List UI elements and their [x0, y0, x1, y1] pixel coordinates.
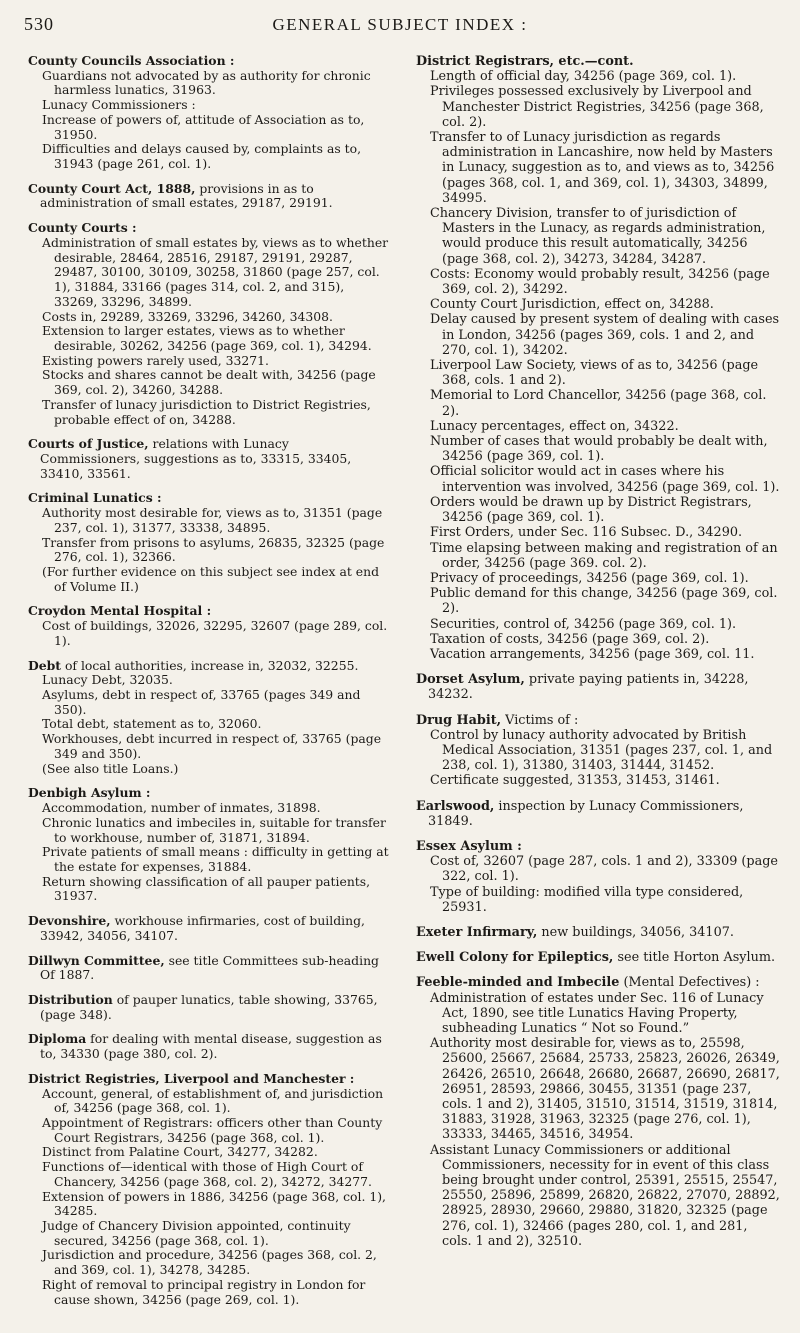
- heading-term: County Court Act, 1888,: [28, 180, 196, 196]
- sub-entry: Functions of—identical with those of High Court of Chancery, 34256 (page 368, col. 2), 34272, 34277.: [42, 1159, 372, 1189]
- heading-term: Debt: [28, 657, 62, 673]
- sub-entry: Guardians not advocated by as authority for chronic harmless lunatics, 31963.: [42, 67, 371, 98]
- sub-entry: Transfer of lunacy jurisdiction to District Registries, probable effect of on, 34288.: [42, 396, 371, 427]
- sub-entry: Privacy of proceedings, 34256 (page 369, col. 1).: [430, 570, 749, 586]
- sub-entry: Lunacy Commissioners :: [42, 97, 196, 113]
- sub-entry: First Orders, under Sec. 116 Subsec. D., 34290.: [430, 525, 743, 541]
- sub-entry: Authority most desirable for, views as to, 31351 (page 237, col. 1), 31377, 33338, 34895.: [42, 505, 383, 535]
- index-entry: [28, 914, 390, 943]
- heading-term: County Councils Association :: [28, 53, 235, 68]
- sub-entry: Administration of small estates by, views as to whether desirable, 28464, 28516, 29187, 29191, 29287, 29487, 30100, 30109, 30258, 31860 (page 257, col. 1), 31884, 33166 (pages 314, col. 2, and 315), 33269, 33296, 34899.: [42, 234, 389, 309]
- sub-entry: Control by lunacy authority advocated by British Medical Association, 31351 (pages 237, col. 1, and 238, col. 1), 31380, 31403, 31444, 31452.: [430, 727, 773, 774]
- sub-entry: Chronic lunatics and imbeciles in, suitable for transfer to workhouse, number of, 31871, 31894.: [42, 814, 386, 845]
- index-heading: [416, 672, 780, 702]
- sub-entry: Securities, control of, 34256 (page 369, col. 1).: [430, 616, 737, 632]
- right-column: [416, 54, 780, 1259]
- sub-entry: Vacation arrangements, 34256 (page 369, col. 11.: [430, 646, 755, 662]
- sub-entry: Lunacy Debt, 32035.: [42, 672, 173, 688]
- heading-text: of local authorities, increase in, 32032, 32255.: [61, 657, 359, 673]
- sub-entry: (For further evidence on this subject see index at end of Volume II.): [42, 564, 380, 594]
- heading-term: Earlswood,: [416, 798, 495, 814]
- index-entry: [28, 993, 390, 1022]
- index-entry: [28, 182, 390, 211]
- index-heading: [28, 491, 390, 506]
- index-entry: [28, 54, 390, 172]
- sub-entry: Difficulties and delays caused by, complaints as to, 31943 (page 261, col. 1).: [42, 141, 362, 172]
- sub-entry: Length of official day, 34256 (page 369, col. 1).: [430, 69, 737, 85]
- heading-text: provisions in as to administration of small estates, 29187, 29191.: [40, 180, 333, 211]
- sub-entry: Extension to larger estates, views as to whether desirable, 30262, 34256 (page 369, col. 1), 34294.: [42, 323, 372, 353]
- index-entry: [28, 659, 390, 777]
- sub-entry: Asylums, debt in respect of, 33765 (pages 349 and 350).: [42, 687, 361, 717]
- index-heading: [28, 993, 390, 1022]
- page-header: [24, 14, 776, 38]
- sub-entry: Costs in, 29289, 33269, 33296, 34260, 34308.: [42, 308, 333, 324]
- sub-entry: Official solicitor would act in cases where his intervention was involved, 34256 (page 369, col. 1).: [430, 464, 780, 495]
- sub-entry: Liverpool Law Society, views of as to, 34256 (page 368, cols. 1 and 2).: [430, 358, 759, 389]
- heading-term: Ewell Colony for Epileptics,: [416, 950, 614, 966]
- index-heading: [28, 914, 390, 943]
- index-heading: [28, 786, 390, 801]
- running-title: GENERAL SUBJECT INDEX :: [272, 15, 528, 34]
- index-heading: [28, 437, 390, 481]
- index-heading: [416, 975, 780, 990]
- index-entry: [28, 786, 390, 904]
- sub-entry: Cost of, 32607 (page 287, cols. 1 and 2), 33309 (page 322, col. 1).: [430, 854, 779, 885]
- sub-entry: Judge of Chancery Division appointed, continuity secured, 34256 (page 368, col. 1).: [42, 1218, 351, 1248]
- index-heading: [28, 1072, 390, 1087]
- heading-text: see title Committees sub-heading Of 1887.: [40, 952, 379, 983]
- sub-entry: Lunacy percentages, effect on, 34322.: [430, 418, 679, 434]
- sub-entry: Right of removal to principal registry in London for cause shown, 34256 (page 269, col. 1).: [42, 1276, 366, 1307]
- sub-entry: Administration of estates under Sec. 116 of Lunacy Act, 1890, see title Lunatics Having Property, subheading Lunatics “ Not so Found.”: [430, 990, 764, 1036]
- heading-term: County Courts :: [28, 220, 137, 236]
- sub-entry: Public demand for this change, 34256 (page 369, col. 2).: [430, 586, 778, 617]
- index-entry: [416, 672, 780, 702]
- sub-entry: Memorial to Lord Chancellor, 34256 (page 368, col. 2).: [430, 388, 767, 419]
- index-heading: [416, 925, 780, 940]
- sub-entry: Return showing classification of all pauper patients, 31937.: [42, 873, 371, 904]
- heading-text: workhouse infirmaries, cost of building, 33942, 34056, 34107.: [40, 913, 365, 943]
- heading-term: Denbigh Asylum :: [28, 785, 151, 801]
- left-column: [28, 54, 390, 1317]
- page-number: 530: [24, 14, 54, 34]
- sub-entry: Assistant Lunacy Commissioners or additional Commissioners, necessity for in event of this class being brought under control, 25391, 25515, 25547, 25550, 25896, 25899, 26820, 26822, 27070, 28892, 28925, 28930, 29660, 29880, 31820, 32325 (page 276, col. 1), 32466 (pages 280, col. 1, and 281, cols. 1 and 2), 32510.: [430, 1142, 780, 1249]
- sub-entry: Privileges possessed exclusively by Liverpool and Manchester District Registries, 34256 (page 368, col. 2).: [430, 84, 764, 130]
- sub-entry: Chancery Division, transfer to of jurisdiction of Masters in the Lunacy, as regards administration, would produce this result automatically, 34256 (page 368, col. 2), 34273, 34284, 34287.: [430, 206, 766, 267]
- index-entry: [28, 954, 390, 983]
- heading-text: (Mental Defectives) :: [619, 975, 760, 991]
- index-heading: [416, 839, 780, 854]
- index-entry: [28, 221, 390, 427]
- index-heading: [416, 713, 780, 728]
- sub-entry: Jurisdiction and procedure, 34256 (pages 368, col. 2, and 369, col. 1), 34278, 34285.: [42, 1247, 377, 1278]
- heading-term: Essex Asylum :: [416, 838, 522, 854]
- sub-entry: Distinct from Palatine Court, 34277, 34282.: [42, 1144, 318, 1160]
- sub-entry: (See also title Loans.): [42, 760, 179, 776]
- index-entry: [416, 925, 780, 940]
- index-entry: [416, 713, 780, 789]
- sub-entry: Stocks and shares cannot be dealt with, 34256 (page 369, col. 2), 34260, 34288.: [42, 367, 376, 398]
- heading-text: private paying patients in, 34228, 34232.: [428, 672, 749, 703]
- index-entry: [416, 54, 780, 662]
- heading-term: Dillwyn Committee,: [28, 952, 165, 968]
- index-heading: [28, 221, 390, 236]
- heading-term: Dorset Asylum,: [416, 672, 525, 688]
- sub-entry: Increase of powers of, attitude of Association as to, 31950.: [42, 111, 365, 142]
- heading-term: Drug Habit,: [416, 712, 502, 728]
- sub-entry: Time elapsing between making and registration of an order, 34256 (page 369. col. 2).: [430, 540, 778, 571]
- index-entry: [28, 604, 390, 648]
- heading-term: Feeble-minded and Imbecile: [416, 975, 620, 991]
- heading-text: for dealing with mental disease, suggestion as to, 34330 (page 380, col. 2).: [40, 1031, 382, 1062]
- index-entry: [416, 975, 780, 1249]
- sub-entry: Workhouses, debt incurred in respect of, 33765 (page 349 and 350).: [42, 731, 382, 761]
- index-entry: [416, 839, 780, 915]
- sub-entry: Delay caused by present system of dealing with cases in London, 34256 (pages 369, cols. 1 and 2, and 270, col. 1), 34202.: [430, 312, 780, 358]
- sub-entry: Costs: Economy would probably result, 34256 (page 369, col. 2), 34292.: [430, 266, 770, 298]
- index-heading: [28, 182, 390, 211]
- index-entry: [416, 950, 780, 965]
- sub-entry: Accommodation, number of inmates, 31898.: [42, 800, 321, 816]
- sub-entry: Certificate suggested, 31353, 31453, 31461.: [430, 773, 720, 789]
- sub-entry: Number of cases that would probably be dealt with, 34256 (page 369, col. 1).: [430, 434, 768, 465]
- heading-term: District Registries, Liverpool and Manchester :: [28, 1070, 355, 1086]
- sub-entry: Existing powers rarely used, 33271.: [42, 352, 270, 368]
- sub-entry: Cost of buildings, 32026, 32295, 32607 (page 289, col. 1).: [42, 618, 388, 648]
- index-heading: [28, 54, 390, 69]
- heading-term: Exeter Infirmary,: [416, 924, 538, 940]
- heading-text: new buildings, 34056, 34107.: [537, 924, 734, 940]
- sub-entry: Authority most desirable for, views as to, 25598, 25600, 25667, 25684, 25733, 25823, 26026, 26349, 26426, 26510, 26648, 26680, 26687, 26690, 26817, 26951, 28593, 29866, 30455, 31351 (page 237, cols. 1 and 2), 31405, 31510, 31514, 31519, 31814, 31883, 31928, 31963, 32325 (page 276, col. 1), 33333, 34465, 34516, 34954.: [430, 1036, 780, 1143]
- heading-text: see title Horton Asylum.: [613, 950, 776, 966]
- sub-entry: Transfer to of Lunacy jurisdiction as regards administration in Lancashire, now held by Masters in Lunacy, suggestion as to, and views as to, 34256 (pages 368, col. 1, and 369, col. 1), 34303, 34899, 34995.: [430, 130, 775, 206]
- heading-text: of pauper lunatics, table showing, 33765, (page 348).: [40, 991, 378, 1022]
- index-heading: [28, 659, 390, 674]
- heading-term: District Registrars, etc.—cont.: [416, 54, 634, 69]
- sub-entry: Extension of powers in 1886, 34256 (page 368, col. 1), 34285.: [42, 1188, 386, 1219]
- sub-entry: Account, general, of establishment of, and jurisdiction of, 34256 (page 368, col. 1).: [42, 1085, 384, 1116]
- index-heading: [28, 954, 390, 983]
- sub-entry: County Court Jurisdiction, effect on, 34288.: [430, 297, 714, 313]
- index-entry: [28, 491, 390, 594]
- index-heading: [28, 1032, 390, 1061]
- sub-entry: Private patients of small means : difficulty in getting at the estate for expenses, 31884.: [42, 844, 389, 874]
- index-entry: [416, 799, 780, 829]
- heading-text: inspection by Lunacy Commissioners, 31849.: [428, 798, 744, 829]
- heading-term: Distribution: [28, 991, 113, 1007]
- index-entry: [28, 1032, 390, 1061]
- heading-text: relations with Lunacy Commissioners, suggestions as to, 33315, 33405, 33410, 33561.: [40, 436, 352, 481]
- heading-term: Criminal Lunatics :: [28, 490, 162, 506]
- sub-entry: Appointment of Registrars: officers other than County Court Registrars, 34256 (page 368, col. 1).: [42, 1115, 383, 1145]
- sub-entry: Type of building: modified villa type considered, 25931.: [430, 884, 744, 915]
- index-entry: [28, 437, 390, 481]
- heading-term: Courts of Justice,: [28, 436, 149, 452]
- index-heading: [416, 799, 780, 829]
- sub-entry: Taxation of costs, 34256 (page 369, col. 2).: [430, 631, 710, 647]
- index-heading: [28, 604, 390, 619]
- sub-entry: Total debt, statement as to, 32060.: [42, 716, 262, 732]
- heading-term: Devonshire,: [28, 913, 111, 929]
- heading-text: Victims of :: [501, 712, 579, 728]
- index-heading: [416, 54, 780, 69]
- sub-entry: Orders would be drawn up by District Registrars, 34256 (page 369, col. 1).: [430, 494, 752, 526]
- index-entry: [28, 1072, 390, 1308]
- heading-term: Croydon Mental Hospital :: [28, 603, 212, 619]
- index-heading: [416, 950, 780, 965]
- heading-term: Diploma: [28, 1031, 87, 1047]
- sub-entry: Transfer from prisons to asylums, 26835, 32325 (page 276, col. 1), 32366.: [42, 534, 385, 565]
